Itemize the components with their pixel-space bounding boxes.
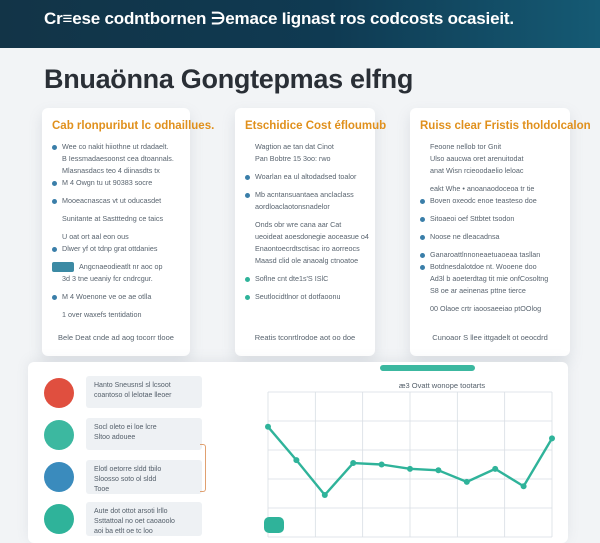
bullet-icon bbox=[245, 235, 250, 240]
chart-legend-swatch bbox=[264, 517, 284, 533]
card-line bbox=[245, 232, 369, 242]
card-line-text: Ad3l b aoeterdtag tit mie onfCosoltng bbox=[430, 274, 549, 283]
chart-bubble-icon bbox=[44, 504, 74, 534]
card-line bbox=[245, 142, 365, 152]
bullet-icon bbox=[420, 169, 425, 174]
card-line bbox=[245, 220, 365, 230]
step-panel bbox=[86, 418, 202, 450]
card-line-text: Dlwer yf ot tdnp grat ottdanies bbox=[62, 244, 158, 253]
card-title: Cab rlonpuribut lc odhaillues. bbox=[52, 120, 215, 132]
card-line-text: M 4 Woenone ve oe ae otlla bbox=[62, 292, 152, 301]
step-panel bbox=[86, 502, 202, 536]
card-line bbox=[420, 214, 560, 224]
card-line-text: Sitoaeoi oef Sttbtet tsodon bbox=[430, 214, 515, 223]
card-line-text: Ulso aaucwa oret arenuitodat bbox=[430, 154, 524, 163]
data-point bbox=[379, 462, 385, 468]
info-card-1 bbox=[42, 108, 215, 356]
card-line-text: Mb acntansuantaea anclaclass bbox=[255, 190, 354, 199]
card-line-text: Maasd clid ole anaoalg ctnoatoe bbox=[255, 256, 359, 265]
bullet-icon bbox=[245, 205, 250, 210]
chart-grid bbox=[268, 392, 552, 537]
card-line bbox=[420, 304, 560, 314]
card-line bbox=[245, 172, 365, 182]
card-line-text: Noose ne dleacadnsa bbox=[430, 232, 500, 241]
data-point bbox=[492, 466, 498, 472]
card-line-text: aordloaclaotonsnadelor bbox=[255, 202, 330, 211]
bullet-icon bbox=[52, 199, 57, 204]
step-text: Hanto Sneusnsl sl lcsoot bbox=[94, 382, 171, 389]
process-panel bbox=[28, 362, 568, 543]
card-body bbox=[245, 142, 369, 302]
info-card-2 bbox=[235, 108, 387, 356]
process-step-1 bbox=[40, 372, 230, 414]
card-line bbox=[420, 286, 560, 296]
card-line-text: 00 Olaoe crtr iaoosaeeiao ptOOlog bbox=[430, 304, 542, 313]
bullet-icon bbox=[420, 265, 425, 270]
bullet-icon bbox=[52, 235, 57, 240]
card-line bbox=[52, 214, 180, 224]
step-text: Aute dot ottot arsoti lrllo bbox=[94, 508, 168, 515]
data-point bbox=[435, 467, 441, 473]
card-line bbox=[420, 250, 560, 260]
bullet-icon bbox=[420, 199, 425, 204]
card-line-text: eakt Whe • anoanaodoceoa tr tie bbox=[430, 184, 535, 193]
bullet-icon bbox=[52, 217, 57, 222]
bullet-icon bbox=[420, 217, 425, 222]
step-bracket bbox=[200, 444, 206, 492]
globe-icon bbox=[44, 462, 74, 492]
bullet-icon bbox=[245, 145, 250, 150]
bullet-icon bbox=[52, 145, 57, 150]
data-point bbox=[293, 457, 299, 463]
card-body bbox=[420, 142, 560, 314]
card-line bbox=[420, 262, 560, 272]
card-footer: Cunoaor S llee ittgadelt ot oeocdrd bbox=[432, 333, 548, 342]
card-line bbox=[420, 274, 560, 284]
card-line bbox=[420, 196, 560, 206]
bullet-icon bbox=[420, 235, 425, 240]
step-text: coantoso ol lelotae lleoer bbox=[94, 392, 172, 399]
card-line bbox=[52, 310, 180, 320]
card-line bbox=[420, 232, 560, 242]
card-line bbox=[52, 196, 180, 206]
bullet-icon bbox=[420, 307, 425, 312]
bullet-icon bbox=[52, 277, 57, 282]
step-text: Socl oleto ei loe lcre bbox=[94, 424, 157, 431]
card-footer: Bele Deat cnde ad aog tocorr tlooe bbox=[58, 333, 174, 342]
card-line-text: ueoideat aoesdonegie aoceasue o4 bbox=[255, 232, 369, 241]
card-line-text: Wagtion ae tan dat Cinot bbox=[255, 142, 334, 151]
card-line-text: Boven oxeodc enoe teasteso doe bbox=[430, 196, 537, 205]
card-line-text: Sunitante at Sastttedng ce taics bbox=[62, 214, 164, 223]
card-line-text: 1 over waxefs tentidation bbox=[62, 310, 142, 319]
card-line-text: Enaontoecrdtsctisac iro aorreocs bbox=[255, 244, 360, 253]
card-line bbox=[52, 262, 180, 272]
step-text: aoi ba etlt oe tc loo bbox=[94, 528, 153, 535]
card-line bbox=[245, 274, 365, 284]
card-footer: Reatis tconrtlrodoe aot oo doe bbox=[254, 333, 356, 342]
card-line bbox=[52, 244, 180, 254]
card-line bbox=[52, 178, 180, 188]
card-line-text: Botdnesdalotdoe nt. Wooene doo bbox=[430, 262, 537, 271]
card-line-text: Ganaroattlnnoneaetuaoeaa tasllan bbox=[430, 250, 541, 259]
data-point bbox=[407, 466, 413, 472]
card-title: Ruiss clear Fristis tholdolcalon bbox=[420, 120, 591, 132]
card-line bbox=[52, 166, 180, 176]
card-line bbox=[420, 142, 560, 152]
card-line-text: 3d 3 tne ueaniy fcr cndrcgur. bbox=[62, 274, 153, 283]
gauge-icon bbox=[44, 420, 74, 450]
card-line-text: U oat ort aal eon ous bbox=[62, 232, 129, 241]
card-body bbox=[52, 142, 180, 320]
banner-title: Cr≡ese codntbornen ∋emace Iignast ros codcosts ocasieit. bbox=[44, 9, 514, 28]
card-line bbox=[52, 274, 180, 284]
bullet-icon bbox=[245, 259, 250, 264]
card-line bbox=[420, 166, 560, 176]
card-line-text: Seutlocidtlnor ot dotfaoonu bbox=[255, 292, 341, 301]
card-line-text: Angcnaeodieatlt nr aoc op bbox=[79, 262, 163, 271]
data-point bbox=[464, 479, 470, 485]
bullet-icon bbox=[245, 193, 250, 198]
bullet-icon bbox=[245, 295, 250, 300]
card-line bbox=[245, 292, 365, 302]
bullet-icon bbox=[245, 277, 250, 282]
card-line bbox=[245, 256, 365, 266]
card-line-text: Feoone nellob tor Gnit bbox=[430, 142, 502, 151]
bullet-icon bbox=[420, 145, 425, 150]
step-text: Ssttattoal no oet caoaoolo bbox=[94, 518, 175, 525]
line-chart bbox=[246, 362, 568, 543]
process-step-4 bbox=[40, 498, 230, 540]
bullet-icon bbox=[52, 181, 57, 186]
card-line-text: Soflne cnt dte1s'S ISlC bbox=[255, 274, 329, 283]
bullet-icon bbox=[420, 157, 425, 162]
bullet-icon bbox=[245, 247, 250, 252]
data-point bbox=[549, 435, 555, 441]
info-card-3 bbox=[410, 108, 591, 356]
card-line-text: Woarlan ea ul altodadsed toalor bbox=[255, 172, 357, 181]
card-line bbox=[245, 202, 365, 212]
chart-title: æ3 Ovatt wonope tootarts bbox=[398, 381, 486, 390]
card-title: Etschidice Cost éfloumub bbox=[245, 120, 387, 132]
bullet-icon bbox=[245, 157, 250, 162]
bullet-icon bbox=[420, 277, 425, 282]
top-banner bbox=[0, 0, 600, 48]
data-point bbox=[521, 483, 527, 489]
card-line bbox=[52, 142, 180, 152]
card-line bbox=[245, 154, 365, 164]
step-panel bbox=[86, 460, 202, 494]
card-line bbox=[245, 190, 365, 200]
pie-chart-icon bbox=[44, 378, 74, 408]
card-line-text: anat Wisn rcieoodaelio leloac bbox=[430, 166, 524, 175]
step-text: Tooe bbox=[94, 486, 110, 493]
card-line-text: Onds obr wre cana aar Cat bbox=[255, 220, 342, 229]
card-line bbox=[420, 184, 560, 194]
card-line-text: Wee co nakit hiiothne ut rdadaelt. bbox=[62, 142, 169, 151]
bullet-icon bbox=[52, 295, 57, 300]
bullet-icon bbox=[245, 175, 250, 180]
card-line-text: M 4 Owgn tu ut 90383 socre bbox=[62, 178, 153, 187]
card-line-text: Pan Bobtre 15 3oo: rwo bbox=[255, 154, 331, 163]
bullet-icon bbox=[52, 169, 57, 174]
card-line-text: B Iessmadaesoonst cea dtoannals. bbox=[62, 154, 174, 163]
bullet-icon bbox=[420, 187, 425, 192]
card-line bbox=[52, 154, 180, 164]
step-panel bbox=[86, 376, 202, 408]
card-line bbox=[420, 154, 560, 164]
card-line bbox=[52, 292, 180, 302]
card-line-text: Mlasnasdacs teo 4 diinasdts tx bbox=[62, 166, 160, 175]
card-line-text: Mooeacnascas vt ut oducasdet bbox=[62, 196, 162, 205]
bullet-icon bbox=[52, 157, 57, 162]
data-point bbox=[322, 492, 328, 498]
step-text: Sltoo adouee bbox=[94, 434, 136, 441]
bullet-icon bbox=[420, 289, 425, 294]
card-line-text: S8 oe ar aeinenas pttne tierce bbox=[430, 286, 526, 295]
data-point bbox=[350, 460, 356, 466]
page-headline: Bnuaönna Gongtepmas elfng bbox=[44, 64, 414, 94]
bullet-icon bbox=[420, 253, 425, 258]
chart-title-bar bbox=[380, 365, 475, 371]
step-text: Sloosso soto ol sldd bbox=[94, 476, 157, 483]
bullet-icon bbox=[245, 223, 250, 228]
card-line bbox=[245, 244, 365, 254]
data-point bbox=[265, 424, 271, 430]
step-text: Elotl oetorre sldd tbilo bbox=[94, 466, 162, 473]
bullet-icon bbox=[52, 313, 57, 318]
card-line bbox=[52, 232, 180, 242]
bullet-icon bbox=[52, 247, 57, 252]
chip-icon bbox=[52, 262, 74, 272]
